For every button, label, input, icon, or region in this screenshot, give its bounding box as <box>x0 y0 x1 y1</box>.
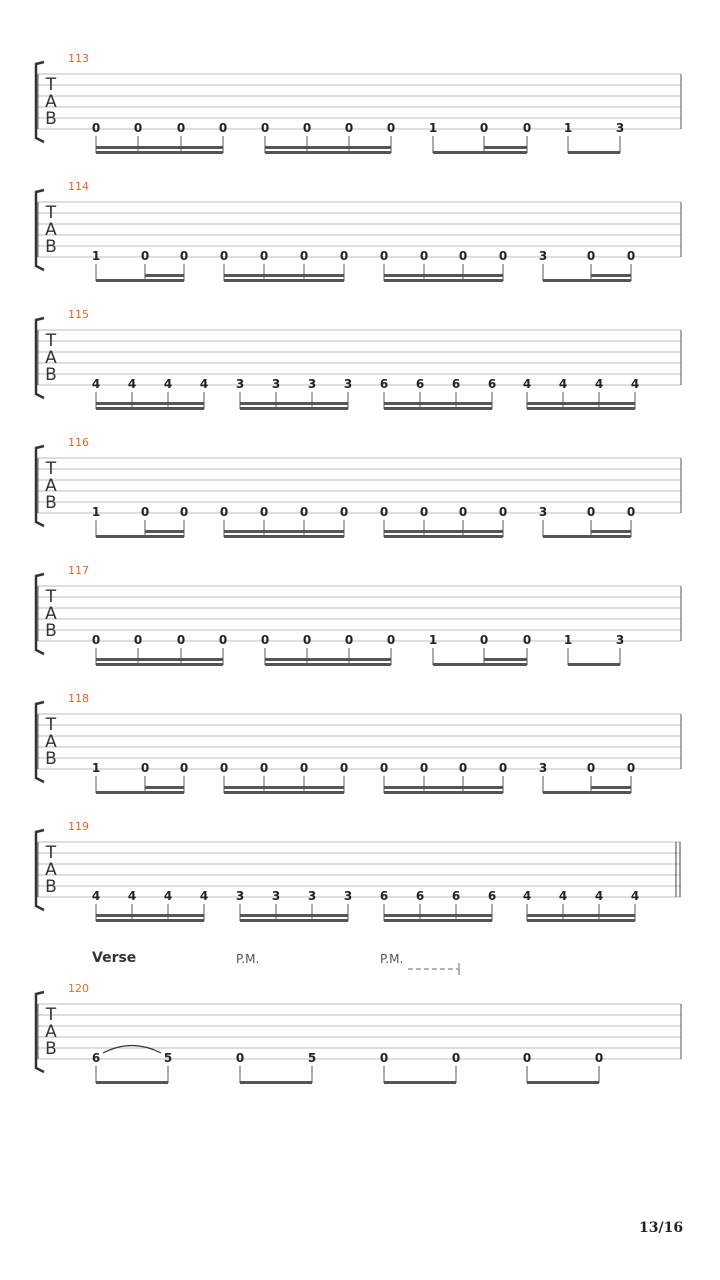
tab-clef-letter: B <box>45 365 57 385</box>
beam <box>384 1081 456 1084</box>
fret-number: 0 <box>176 633 186 647</box>
measure-number: 114 <box>68 180 89 193</box>
beam <box>384 407 492 410</box>
fret-number: 0 <box>219 761 229 775</box>
fret-number: 4 <box>558 377 568 391</box>
tab-staff-drawing <box>0 186 720 314</box>
fret-number: 4 <box>163 889 173 903</box>
fret-number: 4 <box>522 889 532 903</box>
fret-number: 6 <box>379 377 389 391</box>
fret-number: 4 <box>199 377 209 391</box>
beam <box>96 151 223 154</box>
fret-number: 0 <box>339 505 349 519</box>
tab-clef-letter: B <box>45 237 57 257</box>
fret-number: 0 <box>458 761 468 775</box>
fret-number: 0 <box>302 121 312 135</box>
fret-number: 0 <box>379 761 389 775</box>
fret-number: 1 <box>91 505 101 519</box>
fret-number: 0 <box>594 1051 604 1065</box>
beam-secondary <box>96 658 223 661</box>
beam <box>384 791 503 794</box>
fret-number: 3 <box>538 505 548 519</box>
fret-number: 0 <box>498 761 508 775</box>
fret-number: 3 <box>343 889 353 903</box>
beam-secondary <box>224 786 344 789</box>
beam <box>224 279 344 282</box>
fret-number: 0 <box>260 633 270 647</box>
tab-clef-letter: A <box>45 1022 57 1042</box>
beam-secondary <box>240 914 348 917</box>
tab-clef-letter: A <box>45 860 57 880</box>
fret-number: 0 <box>479 121 489 135</box>
fret-number: 0 <box>498 249 508 263</box>
fret-number: 0 <box>522 1051 532 1065</box>
tab-clef-letter: T <box>45 75 57 95</box>
beam-secondary <box>145 530 184 533</box>
beam-secondary <box>384 786 503 789</box>
beam-secondary <box>384 914 492 917</box>
tab-clef-letter: T <box>45 715 57 735</box>
beam-secondary <box>96 914 204 917</box>
beam <box>543 791 631 794</box>
palm-mute-marking: P.M. <box>236 952 260 966</box>
fret-number: 0 <box>179 249 189 263</box>
measure-number: 118 <box>68 692 89 705</box>
beam <box>543 279 631 282</box>
fret-number: 0 <box>339 249 349 263</box>
tab-staff <box>0 692 720 826</box>
fret-number: 0 <box>259 249 269 263</box>
fret-number: 0 <box>479 633 489 647</box>
fret-number: 0 <box>626 249 636 263</box>
fret-number: 5 <box>307 1051 317 1065</box>
fret-number: 0 <box>626 761 636 775</box>
fret-number: 0 <box>299 505 309 519</box>
fret-number: 0 <box>379 505 389 519</box>
fret-number: 4 <box>91 377 101 391</box>
fret-number: 0 <box>522 121 532 135</box>
beam <box>265 151 391 154</box>
fret-number: 3 <box>615 121 625 135</box>
tab-clef-letter: T <box>45 331 57 351</box>
fret-number: 4 <box>594 889 604 903</box>
beam <box>568 151 620 154</box>
tab-clef-letter: B <box>45 109 57 129</box>
fret-number: 3 <box>307 377 317 391</box>
fret-number: 0 <box>386 121 396 135</box>
fret-number: 0 <box>219 249 229 263</box>
beam <box>96 1081 168 1084</box>
fret-number: 0 <box>626 505 636 519</box>
tab-staff <box>0 308 720 442</box>
measure-number: 117 <box>68 564 89 577</box>
tab-staff <box>0 982 720 1116</box>
tab-staff <box>0 564 720 698</box>
tab-clef-letter: T <box>45 843 57 863</box>
beam <box>527 1081 599 1084</box>
beam-secondary <box>265 146 391 149</box>
fret-number: 0 <box>91 633 101 647</box>
fret-number: 1 <box>428 633 438 647</box>
fret-number: 0 <box>299 249 309 263</box>
beam-secondary <box>96 402 204 405</box>
fret-number: 0 <box>379 249 389 263</box>
beam-secondary <box>591 786 631 789</box>
fret-number: 0 <box>179 761 189 775</box>
beam <box>96 279 184 282</box>
tab-staff-drawing <box>0 58 720 186</box>
fret-number: 6 <box>415 889 425 903</box>
tab-staff-drawing <box>0 570 720 698</box>
fret-number: 0 <box>259 761 269 775</box>
tab-clef-letter: T <box>45 459 57 479</box>
fret-number: 6 <box>91 1051 101 1065</box>
beam <box>433 151 527 154</box>
fret-number: 4 <box>558 889 568 903</box>
fret-number: 0 <box>339 761 349 775</box>
fret-number: 0 <box>458 249 468 263</box>
fret-number: 0 <box>386 633 396 647</box>
beam <box>240 407 348 410</box>
beam <box>96 407 204 410</box>
fret-number: 3 <box>615 633 625 647</box>
beam <box>96 791 184 794</box>
fret-number: 0 <box>451 1051 461 1065</box>
tab-staff-drawing <box>0 826 720 954</box>
beam-secondary <box>484 146 527 149</box>
palm-mute-marking: P.M. <box>380 952 404 966</box>
fret-number: 0 <box>133 633 143 647</box>
fret-number: 4 <box>163 377 173 391</box>
fret-number: 0 <box>133 121 143 135</box>
section-label-verse: Verse <box>92 950 137 966</box>
tab-staff <box>0 820 720 954</box>
tab-staff-drawing <box>0 442 720 570</box>
beam <box>568 663 620 666</box>
beam-secondary <box>591 274 631 277</box>
beam <box>527 919 635 922</box>
fret-number: 4 <box>127 889 137 903</box>
fret-number: 0 <box>235 1051 245 1065</box>
fret-number: 6 <box>379 889 389 903</box>
beam <box>96 663 223 666</box>
fret-number: 6 <box>487 889 497 903</box>
fret-number: 0 <box>586 249 596 263</box>
fret-number: 0 <box>419 761 429 775</box>
beam <box>224 535 344 538</box>
fret-number: 3 <box>235 377 245 391</box>
tab-staff <box>0 52 720 186</box>
fret-number: 6 <box>487 377 497 391</box>
beam <box>224 791 344 794</box>
palm-mute-extension-line <box>406 962 466 976</box>
tab-staff <box>0 436 720 570</box>
tab-clef-letter: B <box>45 877 57 897</box>
fret-number: 3 <box>538 761 548 775</box>
beam <box>527 407 635 410</box>
fret-number: 1 <box>563 121 573 135</box>
fret-number: 4 <box>594 377 604 391</box>
tab-clef-letter: B <box>45 749 57 769</box>
measure-number: 113 <box>68 52 89 65</box>
fret-number: 4 <box>522 377 532 391</box>
fret-number: 4 <box>127 377 137 391</box>
fret-number: 0 <box>299 761 309 775</box>
fret-number: 4 <box>630 889 640 903</box>
fret-number: 4 <box>199 889 209 903</box>
fret-number: 0 <box>140 505 150 519</box>
fret-number: 3 <box>271 377 281 391</box>
beam <box>265 663 391 666</box>
fret-number: 5 <box>163 1051 173 1065</box>
fret-number: 6 <box>451 889 461 903</box>
beam-secondary <box>384 530 503 533</box>
fret-number: 0 <box>176 121 186 135</box>
tab-staff-drawing <box>0 314 720 442</box>
beam <box>96 535 184 538</box>
tab-clef-letter: B <box>45 493 57 513</box>
tab-clef-letter: A <box>45 220 57 240</box>
fret-number: 0 <box>140 761 150 775</box>
fret-number: 0 <box>419 249 429 263</box>
beam <box>384 919 492 922</box>
beam <box>96 919 204 922</box>
beam-secondary <box>265 658 391 661</box>
fret-number: 3 <box>271 889 281 903</box>
tab-staff <box>0 180 720 314</box>
fret-number: 1 <box>91 761 101 775</box>
tab-staff-drawing <box>0 988 720 1116</box>
fret-number: 3 <box>307 889 317 903</box>
tab-clef-letter: A <box>45 732 57 752</box>
fret-number: 3 <box>343 377 353 391</box>
tab-clef-letter: A <box>45 92 57 112</box>
page-number: 13/16 <box>639 1220 684 1236</box>
fret-number: 1 <box>428 121 438 135</box>
fret-number: 6 <box>415 377 425 391</box>
tab-clef-letter: A <box>45 476 57 496</box>
fret-number: 1 <box>91 249 101 263</box>
tab-clef-letter: T <box>45 1005 57 1025</box>
beam-secondary <box>384 402 492 405</box>
fret-number: 0 <box>419 505 429 519</box>
fret-number: 0 <box>140 249 150 263</box>
tab-clef-letter: A <box>45 348 57 368</box>
fret-number: 0 <box>522 633 532 647</box>
tab-staff-drawing <box>0 698 720 826</box>
fret-number: 0 <box>458 505 468 519</box>
tab-clef-letter: B <box>45 621 57 641</box>
beam-secondary <box>145 274 184 277</box>
fret-number: 0 <box>260 121 270 135</box>
measure-number: 116 <box>68 436 89 449</box>
tie-arc <box>103 1046 161 1054</box>
fret-number: 0 <box>259 505 269 519</box>
beam <box>543 535 631 538</box>
beam <box>240 1081 312 1084</box>
beam-secondary <box>527 914 635 917</box>
measure-number: 119 <box>68 820 89 833</box>
beam-secondary <box>527 402 635 405</box>
fret-number: 0 <box>379 1051 389 1065</box>
beam-secondary <box>384 274 503 277</box>
measure-number: 120 <box>68 982 89 995</box>
tab-clef-letter: A <box>45 604 57 624</box>
tab-clef-letter: T <box>45 203 57 223</box>
fret-number: 0 <box>302 633 312 647</box>
fret-number: 0 <box>586 761 596 775</box>
fret-number: 0 <box>586 505 596 519</box>
fret-number: 0 <box>344 633 354 647</box>
fret-number: 3 <box>538 249 548 263</box>
beam <box>433 663 527 666</box>
beam <box>384 535 503 538</box>
fret-number: 0 <box>344 121 354 135</box>
fret-number: 0 <box>498 505 508 519</box>
fret-number: 4 <box>91 889 101 903</box>
beam-secondary <box>591 530 631 533</box>
fret-number: 0 <box>219 505 229 519</box>
fret-number: 0 <box>218 121 228 135</box>
beam <box>240 919 348 922</box>
fret-number: 0 <box>91 121 101 135</box>
fret-number: 0 <box>218 633 228 647</box>
fret-number: 3 <box>235 889 245 903</box>
beam-secondary <box>224 274 344 277</box>
fret-number: 1 <box>563 633 573 647</box>
beam-secondary <box>484 658 527 661</box>
beam-secondary <box>145 786 184 789</box>
beam-secondary <box>240 402 348 405</box>
fret-number: 6 <box>451 377 461 391</box>
measure-number: 115 <box>68 308 89 321</box>
beam-secondary <box>224 530 344 533</box>
tab-clef-letter: B <box>45 1039 57 1059</box>
fret-number: 4 <box>630 377 640 391</box>
fret-number: 0 <box>179 505 189 519</box>
beam-secondary <box>96 146 223 149</box>
beam <box>384 279 503 282</box>
tab-clef-letter: T <box>45 587 57 607</box>
